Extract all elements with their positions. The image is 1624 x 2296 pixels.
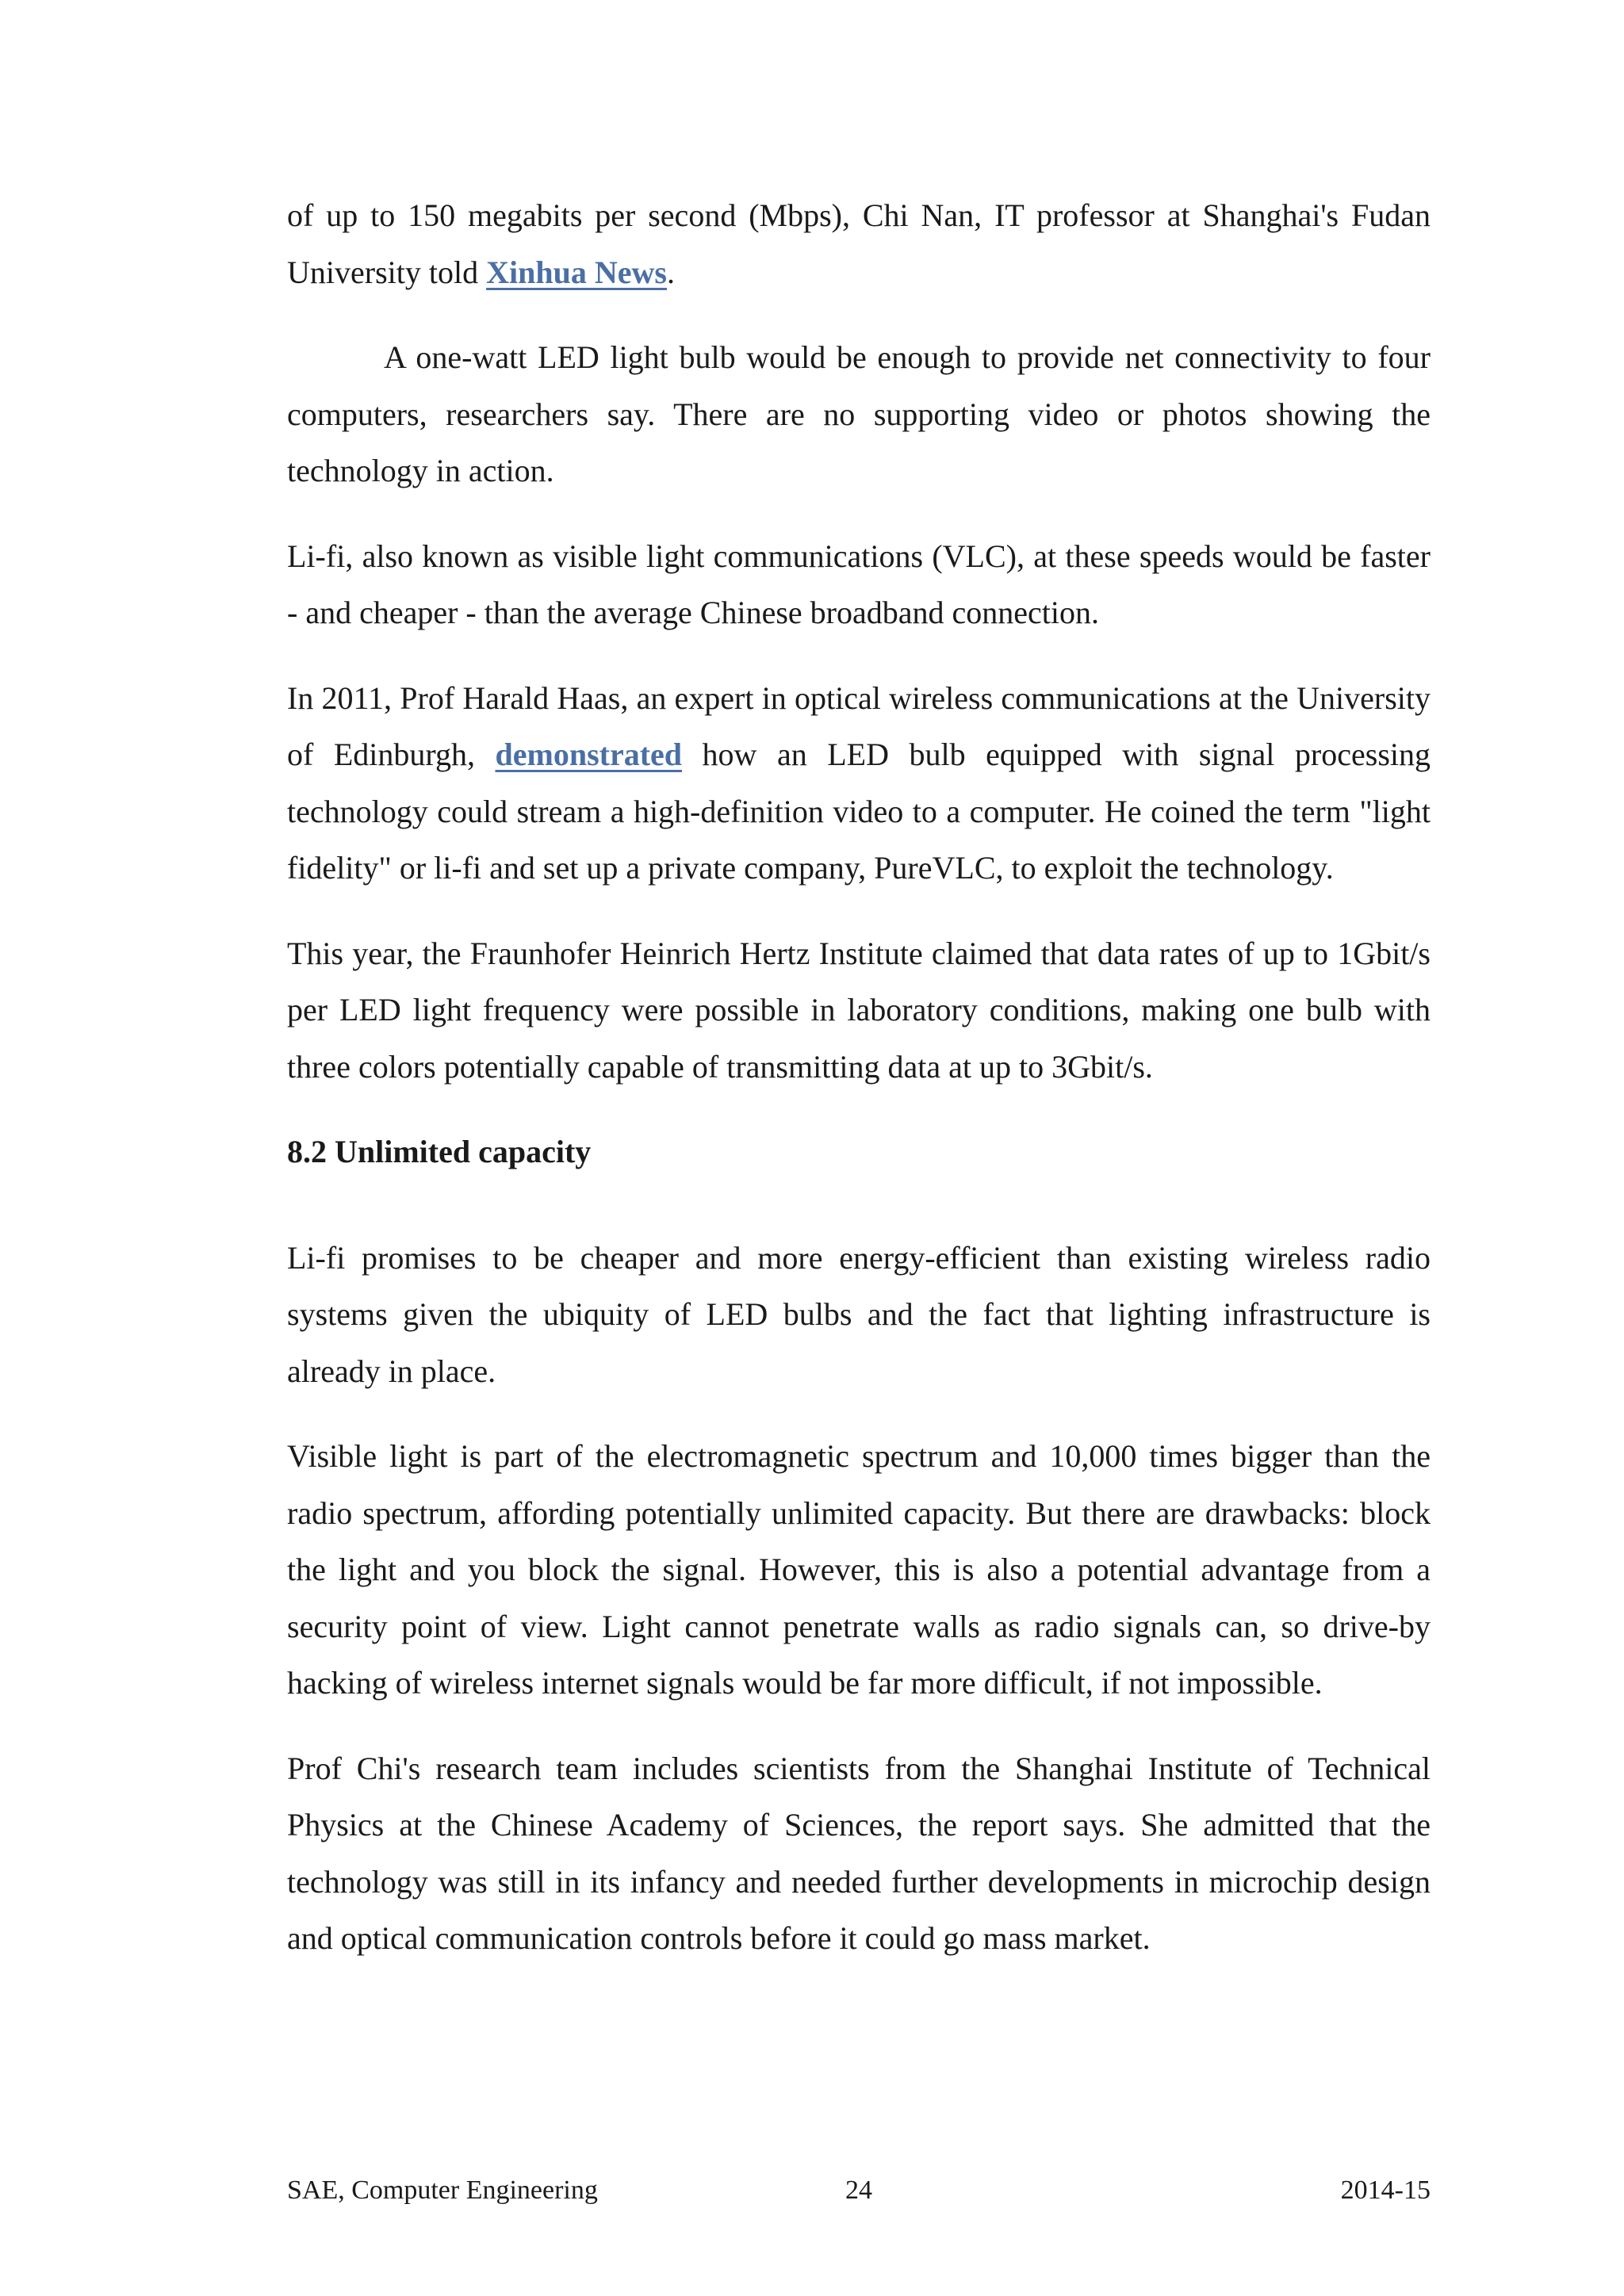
paragraph-8: Prof Chi's research team includes scientists from the Shanghai Institute of Technical Physics at the Chinese Academy of Sciences, the report says. She admitted that the technology was still in its infancy and needed further developments in microchip design and optical communication controls before it could go mass market. — [287, 1750, 1431, 1956]
xinhua-news-link[interactable]: Xinhua News — [486, 254, 667, 290]
paragraph-1 — [287, 187, 1431, 300]
paragraph-4 — [287, 670, 1431, 897]
paragraph-4-text: In 2011, Prof Harald Haas, an expert in optical wireless communications at the University of Edinburgh, — [287, 679, 1431, 772]
document-body — [287, 187, 1431, 1996]
section-heading: 8.2 Unlimited capacity — [287, 1134, 592, 1169]
paragraph-3: Li-fi, also known as visible light communications (VLC), at these speeds would be faster - and cheaper - than the average Chinese broadband connection. — [287, 538, 1431, 630]
paragraph-6: Li-fi promises to be cheaper and more energy-efficient than existing wireless radio systems given the ubiquity of LED bulbs and the fact that lighting infrastructure is already in place. — [287, 1239, 1431, 1389]
paragraph-5: This year, the Fraunhofer Heinrich Hertz Institute claimed that data rates of up to 1Gbit/s per LED light frequency were possible in laboratory conditions, making one bulb with three colors potentially capable of transmitting data at up to 3Gbit/s. — [287, 935, 1431, 1085]
footer-department: SAE, Computer Engineering — [287, 2175, 598, 2205]
paragraph-1-text: of up to 150 megabits per second (Mbps), Chi Nan, IT professor at Shanghai's Fudan University told — [287, 197, 1431, 290]
footer-page-number: 24 — [845, 2175, 872, 2205]
demonstrated-link[interactable]: demonstrated — [495, 737, 683, 772]
paragraph-4-end: how an LED bulb equipped with signal processing technology could stream a high-definition video to a computer. He coined the term "light fidelity" or li-fi and set up a private company, PureVLC, to exploit the technology. — [287, 737, 1431, 886]
footer-year: 2014-15 — [1340, 2175, 1431, 2205]
paragraph-1-end: . — [666, 254, 675, 290]
page-footer — [287, 2171, 1431, 2210]
paragraph-2: A one-watt LED light bulb would be enough to provide net connectivity to four computers, researchers say. There are no supporting video or photos showing the technology in action. — [287, 339, 1431, 488]
paragraph-7: Visible light is part of the electromagnetic spectrum and 10,000 times bigger than the radio spectrum, affording potentially unlimited capacity. But there are drawbacks: block the light and you block the signal. However, this is also a potential advantage from a security point of view. Light cannot penetrate walls as radio signals can, so drive-by hacking of wireless internet signals would be far more difficult, if not impossible. — [287, 1438, 1431, 1701]
